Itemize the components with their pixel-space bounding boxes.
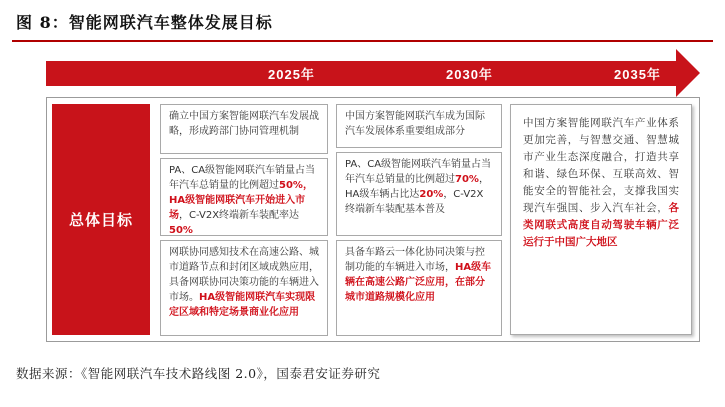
source-note: 数据来源：《智能网联汽车技术路线图 2.0》，国泰君安证券研究 (16, 366, 381, 381)
text-2030-sales-ha: 20% (419, 189, 444, 200)
text-2030-sales-mid: ，HA级车辆占比达 (345, 174, 489, 200)
card-2035 (510, 104, 692, 335)
text-2025-sales-pct: 50% (279, 180, 303, 191)
year-2025: 2025年 (268, 67, 315, 82)
figure-title: 图 8：智能网联汽车整体发展目标 (16, 13, 273, 32)
text-2025-sales-sep: ， (302, 180, 313, 191)
title-divider (12, 40, 713, 42)
text-2025-coop-pre: 网联协同感知技术在高速公路、城市道路节点和封闭区域成熟应用，具备网联协同决策功能的车辆进入市场。 (169, 247, 319, 303)
card-2030-strategy (336, 104, 502, 148)
year-2030: 2030年 (446, 67, 493, 82)
card-2030-sales (336, 152, 502, 236)
row-label-box (52, 104, 150, 335)
year-2035: 2035年 (614, 67, 661, 82)
card-2025-sales (160, 158, 328, 236)
card-2025-coop (160, 240, 328, 336)
timeline-arrow (46, 61, 678, 86)
text-2025-sales-post: ，C-V2X终端新车装配率达 (179, 210, 300, 221)
text-2030-sales-pre: PA、CA级智能网联汽车销量占当年汽车总销量的比例超过 (345, 159, 492, 185)
text-2030-coop-pre: 具备车路云一体化协同决策与控制功能的车辆进入市场， (345, 247, 485, 273)
timeline-arrow-head (676, 49, 700, 97)
text-2035-hl: 各类网联式高度自动驾驶车辆广泛运行于中国广大地区 (523, 202, 679, 248)
text-2035-pre: 中国方案智能网联汽车产业体系更加完善，与智慧交通、智慧城市产业生态深度融合，打造共享和谐、绿色环保、互联高效、智能安全的智能社会，支撑我国实现汽车强国、步入汽车社会， (523, 117, 679, 214)
row-label: 总体目标 (68, 211, 133, 229)
text-2025-sales-ha: HA级智能网联汽车开始进入市场 (169, 195, 306, 221)
text-2030-sales-post: ，C-V2X终端新车装配基本普及 (345, 189, 484, 215)
text-2025-strategy: 确立中国方案智能网联汽车发展战略，形成跨部门协同管理机制 (169, 111, 319, 137)
text-2025-sales-v2x: 50% (169, 225, 193, 236)
text-2030-strategy: 中国方案智能网联汽车成为国际汽车发展体系重要组成部分 (345, 111, 485, 137)
text-2025-sales-pre: PA、CA级智能网联汽车销量占当年汽车总销量的比例超过 (169, 165, 316, 191)
card-2030-coop (336, 240, 502, 336)
text-2030-sales-pct: 70% (455, 174, 479, 185)
text-2025-coop-hl: HA级智能网联汽车实现限定区域和特定场景商业化应用 (169, 292, 316, 318)
text-2030-coop-hl: HA级车辆在高速公路广泛应用，在部分城市道路规模化应用 (345, 262, 492, 303)
card-2025-strategy (160, 104, 328, 154)
